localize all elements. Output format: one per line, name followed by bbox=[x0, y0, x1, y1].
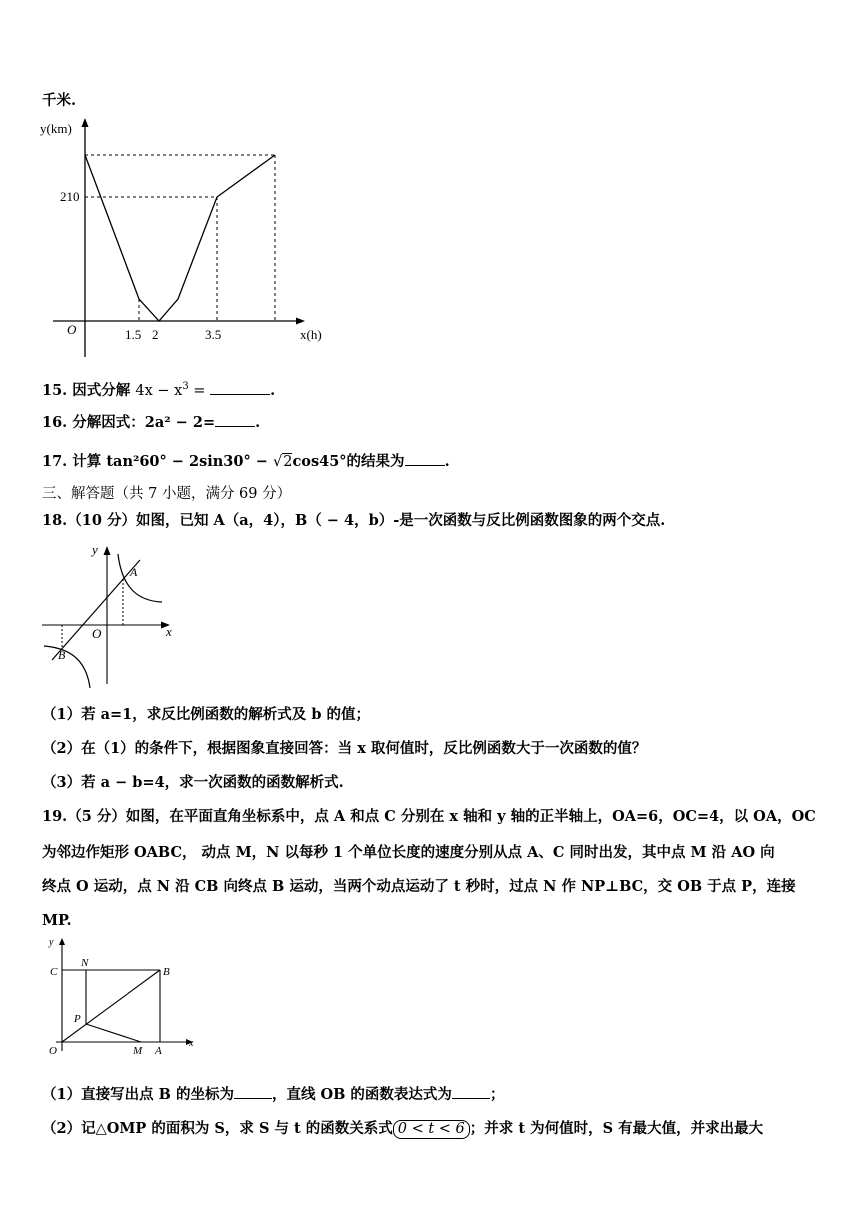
point-c-label: C bbox=[50, 966, 58, 978]
question-15: 15. 因式分解 $4x - x^3$ = . bbox=[42, 381, 276, 399]
origin-label: O bbox=[92, 626, 102, 641]
question-18-part-1: （1）若 a=1，求反比例函数的解析式及 b 的值； bbox=[42, 706, 371, 723]
range-parentheses: 0 < t < 6 bbox=[393, 1120, 470, 1139]
question-19-line-4: MP. bbox=[42, 912, 72, 929]
x-tick-1-5: 1.5 bbox=[125, 327, 142, 342]
sqrt-symbol: √2 bbox=[272, 454, 293, 470]
rectangle-graph-q19 bbox=[36, 933, 201, 1058]
x-tick-3-5: 3.5 bbox=[205, 327, 222, 342]
answer-blank[interactable] bbox=[405, 451, 445, 466]
function-graph-q18 bbox=[38, 538, 180, 690]
section-heading: 三、解答题（共 7 小题，满分 69 分） bbox=[42, 486, 292, 502]
y-axis-arrow bbox=[59, 938, 65, 945]
dashed-guides bbox=[85, 155, 275, 321]
x-label: x bbox=[189, 1038, 194, 1049]
question-18-header: 18.（10 分）如图，已知 A（a，4），B（ − 4，b）-是一次函数与反比例函数图象的两个交点. bbox=[42, 512, 666, 529]
answer-blank[interactable] bbox=[215, 412, 255, 427]
origin-label: O bbox=[49, 1045, 57, 1057]
point-m-label: M bbox=[133, 1045, 143, 1057]
linear-function-line bbox=[52, 560, 140, 660]
diagonal-ob bbox=[62, 970, 160, 1042]
y-label: y bbox=[92, 542, 98, 557]
distance-curve bbox=[85, 155, 275, 321]
distance-time-graph bbox=[35, 112, 335, 362]
question-19-line-2: 为邻边作矩形 OABC， 动点 M，N 以每秒 1 个单位长度的速度分别从点 A、C 同时出发，其中点 M 沿 AO 向 bbox=[42, 844, 775, 861]
point-p-label: P bbox=[74, 1013, 81, 1025]
point-n-label: N bbox=[81, 957, 89, 969]
y-axis-arrow bbox=[82, 118, 89, 127]
point-a-label: A bbox=[130, 565, 138, 579]
question-18-part-2: （2）在（1）的条件下，根据图象直接回答：当 x 取何值时，反比例函数大于一次函数的值？ bbox=[42, 740, 647, 757]
hyperbola-branch-1 bbox=[118, 554, 162, 602]
point-b-label: B bbox=[58, 648, 66, 662]
x-label: x bbox=[166, 624, 172, 639]
question-18-part-3: （3）若 a − b=4，求一次函数的函数解析式. bbox=[42, 774, 344, 791]
answer-blank[interactable] bbox=[452, 1084, 490, 1099]
point-b-label: B bbox=[163, 966, 170, 978]
y-axis-label: y(km) bbox=[40, 121, 72, 136]
x-tick-2: 2 bbox=[152, 327, 159, 342]
y-axis-arrow bbox=[104, 546, 111, 555]
question-19-line-1: 19.（5 分）如图，在平面直角坐标系中，点 A 和点 C 分别在 x 轴和 y 轴的正半轴上，OA=6，OC=4，以 OA，OC bbox=[42, 808, 816, 825]
y-tick-210: 210 bbox=[60, 189, 80, 204]
hyperbola-branch-2 bbox=[44, 646, 90, 688]
question-16: 16. 分解因式：2a² − 2= . bbox=[42, 414, 261, 431]
answer-blank[interactable] bbox=[210, 380, 270, 395]
question-19-part-1: （1）直接写出点 B 的坐标为 ，直线 OB 的函数表达式为 ； bbox=[42, 1086, 505, 1103]
text-fragment: 千米. bbox=[42, 92, 77, 109]
answer-blank[interactable] bbox=[234, 1084, 272, 1099]
question-19-line-3: 终点 O 运动，点 N 沿 CB 向终点 B 运动，当两个动点运动了 t 秒时，过点 N 作 NP⊥BC，交 OB 于点 P，连接 bbox=[42, 878, 796, 895]
x-axis-label: x(h) bbox=[300, 327, 322, 342]
y-label: y bbox=[49, 937, 54, 948]
x-axis-arrow bbox=[296, 318, 305, 325]
question-19-part-2: （2）记△OMP 的面积为 S，求 S 与 t 的函数关系式 0 < t < 6 ；并求 t 为何值时，S 有最大值，并求出最大 bbox=[42, 1120, 764, 1137]
origin-label: O bbox=[67, 322, 77, 337]
segment-pm bbox=[86, 1024, 141, 1042]
question-17: 17. 计算 tan²60° − 2sin30° − √2cos45°的结果为 . bbox=[42, 453, 450, 470]
point-a-label: A bbox=[155, 1045, 162, 1057]
